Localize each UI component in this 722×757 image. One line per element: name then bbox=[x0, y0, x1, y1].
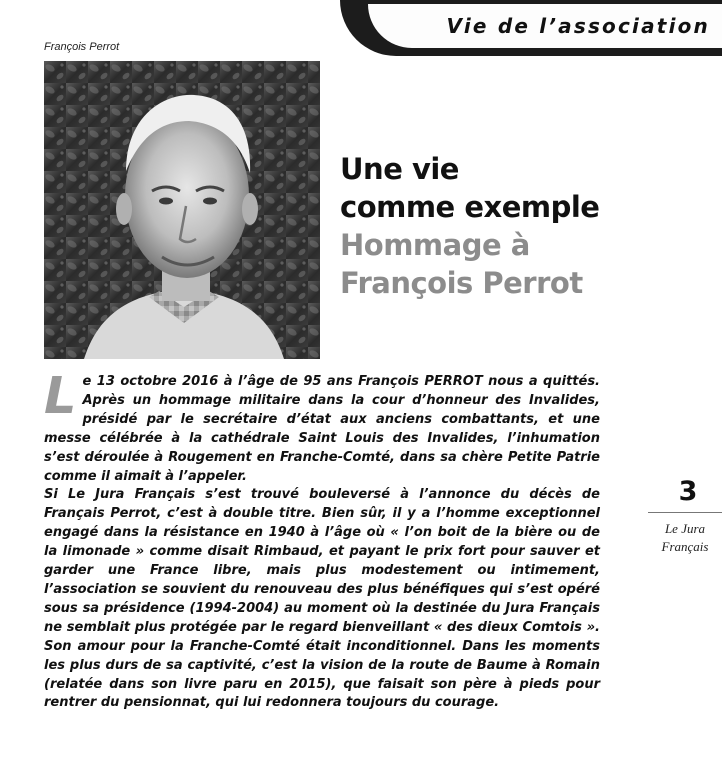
photo-caption: François Perrot bbox=[44, 41, 120, 53]
portrait-photo bbox=[44, 61, 320, 359]
article-paragraph-1-text: e 13 octobre 2016 à l’âge de 95 ans François PERROT nous a quittés. Après un hommage militaire dans la cour d’honneur des Invalides, présidé par le secrétaire d’état aux anciens combattants, et une messe célébrée à la cathédrale Saint Louis des Invalides, l’inhumation s’est déroulée à Rougement en Franche-Comté, dans sa chère Petite Patrie comme il aimait à l’appeler. bbox=[44, 374, 600, 484]
page-number: 3 bbox=[678, 476, 698, 507]
page-divider bbox=[648, 512, 722, 513]
journal-name-line-1: Le Jura bbox=[664, 521, 706, 536]
subheadline-line-1: Hommage à bbox=[340, 228, 530, 262]
article-headline bbox=[340, 150, 700, 302]
subheadline-line-2: François Perrot bbox=[340, 266, 583, 300]
journal-name-line-2: Français bbox=[661, 539, 709, 554]
headline-line-2: comme exemple bbox=[340, 190, 600, 224]
article-body bbox=[44, 367, 600, 713]
article-paragraph-2: Si Le Jura Français s’est trouvé bouleversé à l’annonce du décès de Français Perrot, c’est à double titre. Bien sûr, il y a l’homme exceptionnel engagé dans la résistance en 1940 à l’âge où « l’on boit de la bière ou de la limonade » comme disait Rimbaud, et payant le prix fort pour sauver et garder une France libre, mais plus modestement ou intimement, l’association se souvient du renouveau des plus bénéfiques qui s’est opéré sous sa présidence (1994-2004) au moment où la destinée du Jura Français ne semblait plus protégée par le regard bienveillant « des dieux Comtois ». Son amour pour la Franche-Comté était inconditionnel. Dans les moments les plus durs de sa captivité, c’est la vision de la route de Baume à Romain (relatée dans son livre paru en 2015), que faisait son père à pieds pour rentrer du pensionnat, qui lui redonnera toujours du courage. bbox=[44, 487, 600, 711]
headline-line-1: Une vie bbox=[340, 152, 459, 186]
article-paragraph-1 bbox=[44, 367, 600, 486]
drop-cap: L bbox=[44, 367, 77, 426]
section-title: Vie de l’association bbox=[446, 14, 710, 38]
journal-name bbox=[648, 520, 722, 556]
